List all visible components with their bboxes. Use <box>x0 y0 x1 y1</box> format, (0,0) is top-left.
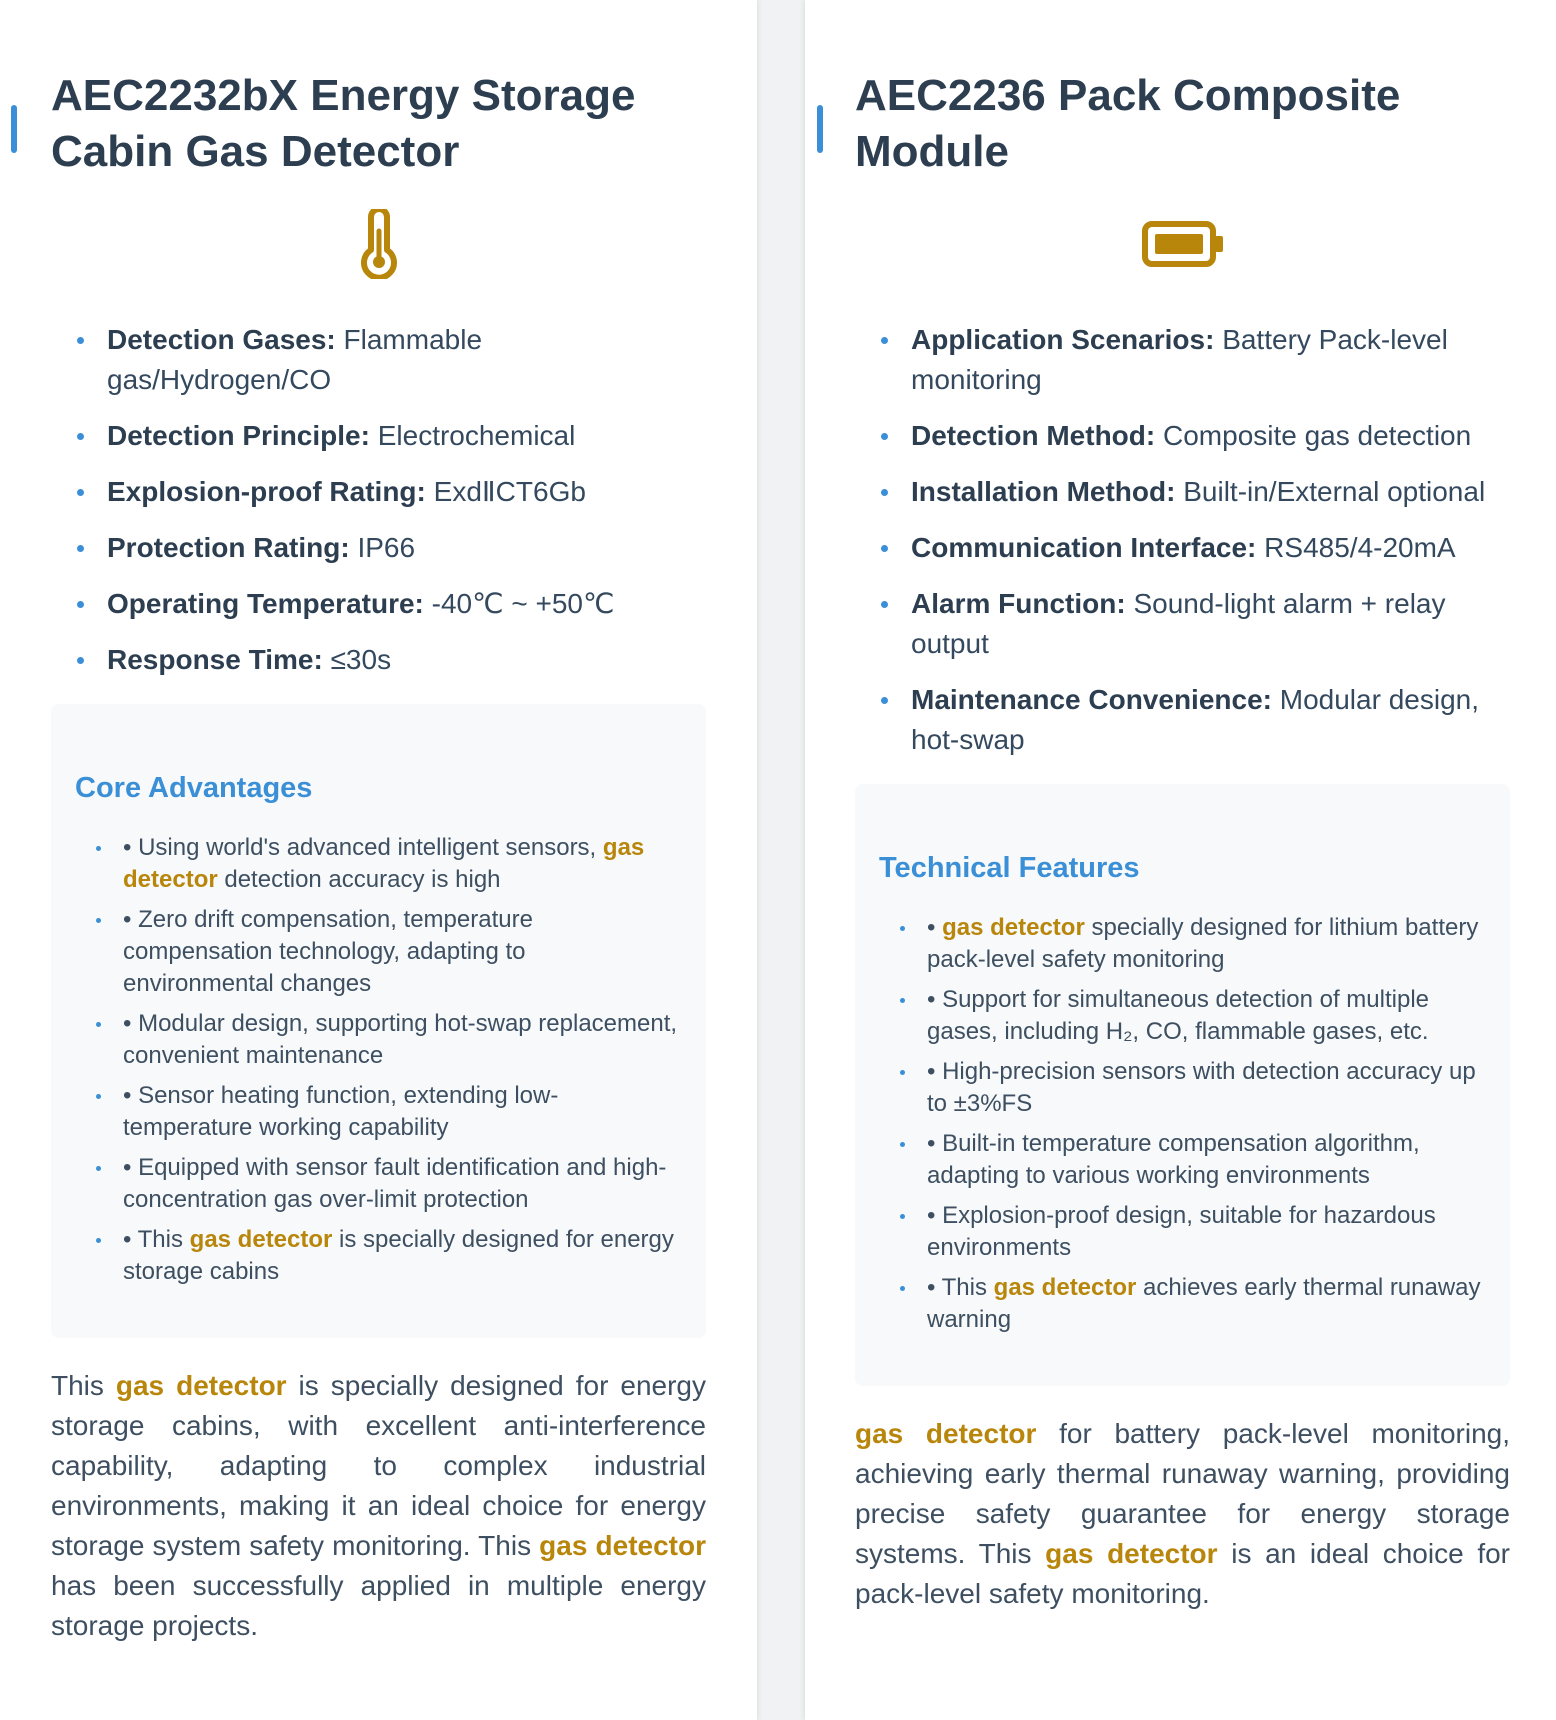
product-description: This gas detector is specially designed for energy storage cabins, with excellent anti-interference capability, adapting to complex industrial environments, making it an ideal choice for energy storage system safety monitoring. This gas detector has been successfully applied in multiple energy storage projects. <box>51 1370 706 1641</box>
list-item: • Sensor heating function, extending low-temperature working capability <box>123 1080 682 1144</box>
list-item: • This gas detector achieves early thermal runaway warning <box>927 1272 1486 1336</box>
list-item: • gas detector specially designed for lithium battery pack-level safety monitoring <box>927 912 1486 976</box>
product-title: AEC2232bX Energy Storage Cabin Gas Detector <box>51 71 636 176</box>
battery-icon <box>1141 220 1225 273</box>
list-item: • Modular design, supporting hot-swap replacement, convenient maintenance <box>123 1008 682 1072</box>
keyword-highlight: gas detector <box>993 1274 1137 1301</box>
product-card-aec2232bx <box>0 0 757 1720</box>
core-advantages-box <box>51 704 706 1338</box>
list-item: • Using world's advanced intelligent sensors, gas detector detection accuracy is high <box>123 832 682 896</box>
spec-item: Protection Rating: IP66 <box>107 528 706 568</box>
title-accent-bar <box>11 105 17 153</box>
spec-item: Response Time: ≤30s <box>107 640 706 680</box>
thermometer-icon <box>357 209 401 284</box>
spec-list <box>51 320 706 680</box>
spec-item: Communication Interface: RS485/4-20mA <box>911 528 1510 568</box>
spec-item: Maintenance Convenience: Modular design, hot-swap <box>911 680 1510 760</box>
spec-list <box>855 320 1510 760</box>
list-item: • Explosion-proof design, suitable for hazardous environments <box>927 1200 1486 1264</box>
list-item: • Zero drift compensation, temperature compensation technology, adapting to environmental changes <box>123 904 682 1000</box>
keyword-highlight: gas detector <box>539 1530 706 1561</box>
keyword-highlight: gas detector <box>123 834 645 893</box>
spec-item: Detection Gases: Flammable gas/Hydrogen/CO <box>107 320 706 400</box>
box-heading: Core Advantages <box>75 772 313 804</box>
keyword-highlight: gas detector <box>115 1370 287 1401</box>
keyword-highlight: gas detector <box>855 1418 1037 1449</box>
product-description: gas detector for battery pack-level monitoring, achieving early thermal runaway warning, providing precise safety guarantee for energy storage systems. This gas detector is an ideal choice for pack-level safety monitoring. <box>855 1418 1510 1609</box>
list-item: • Built-in temperature compensation algorithm, adapting to various working environments <box>927 1128 1486 1192</box>
spec-item: Alarm Function: Sound-light alarm + relay output <box>911 584 1510 664</box>
title-accent-bar <box>817 105 823 153</box>
list-item: • High-precision sensors with detection accuracy up to ±3%FS <box>927 1056 1486 1120</box>
list-item: • Support for simultaneous detection of multiple gases, including H₂, CO, flammable gases, etc. <box>927 984 1486 1048</box>
technical-features-box <box>855 784 1510 1386</box>
advantages-list <box>75 832 682 1288</box>
keyword-highlight: gas detector <box>189 1226 333 1253</box>
list-item: • This gas detector is specially designed for energy storage cabins <box>123 1224 682 1288</box>
spec-item: Installation Method: Built-in/External optional <box>911 472 1510 512</box>
spec-item: Detection Principle: Electrochemical <box>107 416 706 456</box>
features-list <box>879 912 1486 1336</box>
product-title: AEC2236 Pack Composite Module <box>855 71 1401 176</box>
box-heading: Technical Features <box>879 852 1140 884</box>
spec-item: Explosion-proof Rating: ExdⅡCT6Gb <box>107 472 706 512</box>
keyword-highlight: gas detector <box>1045 1538 1218 1569</box>
list-item: • Equipped with sensor fault identification and high-concentration gas over-limit protection <box>123 1152 682 1216</box>
product-card-aec2236 <box>805 0 1556 1720</box>
keyword-highlight: gas detector <box>942 914 1085 941</box>
spec-item: Operating Temperature: -40℃ ~ +50℃ <box>107 584 706 624</box>
spec-item: Detection Method: Composite gas detection <box>911 416 1510 456</box>
spec-item: Application Scenarios: Battery Pack-level monitoring <box>911 320 1510 400</box>
